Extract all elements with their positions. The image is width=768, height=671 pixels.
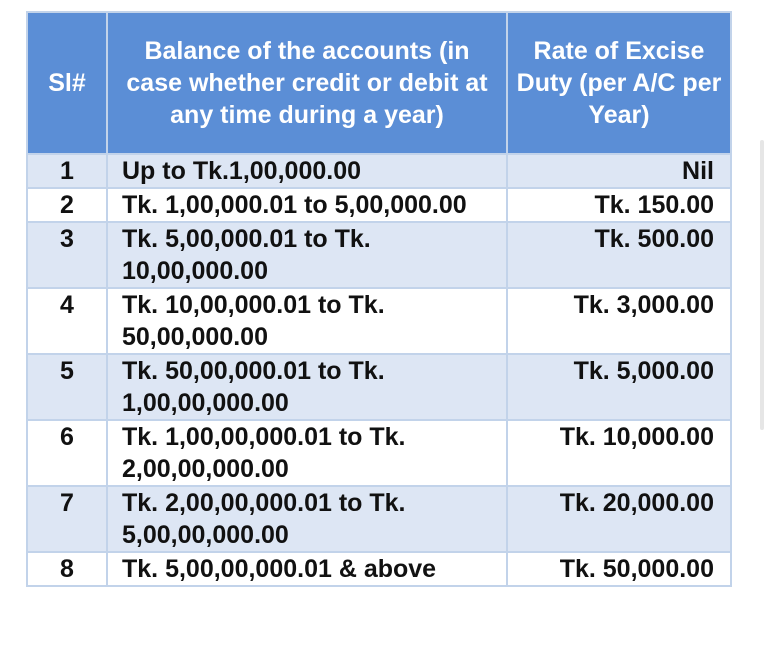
cell-rate: Nil [507,154,731,188]
cell-sl: 6 [27,420,107,486]
cell-rate: Tk. 3,000.00 [507,288,731,354]
header-sl: Sl# [27,12,107,154]
excise-duty-table [26,11,732,587]
cell-balance: Tk. 10,00,000.01 to Tk. 50,00,000.00 [107,288,507,354]
cell-sl: 2 [27,188,107,222]
header-rate: Rate of Excise Duty (per A/C per Year) [507,12,731,154]
table-row [27,486,731,552]
cell-sl: 5 [27,354,107,420]
table-row [27,288,731,354]
cell-balance: Tk. 1,00,000.01 to 5,00,000.00 [107,188,507,222]
cell-sl: 1 [27,154,107,188]
cell-rate: Tk. 10,000.00 [507,420,731,486]
cell-rate: Tk. 20,000.00 [507,486,731,552]
header-balance: Balance of the accounts (in case whether credit or debit at any time during a year) [107,12,507,154]
table-header-row [27,12,731,154]
cell-rate: Tk. 500.00 [507,222,731,288]
cell-balance: Tk. 5,00,000.01 to Tk. 10,00,000.00 [107,222,507,288]
table-row [27,188,731,222]
cell-balance: Tk. 1,00,00,000.01 to Tk. 2,00,00,000.00 [107,420,507,486]
cell-sl: 3 [27,222,107,288]
table-row [27,154,731,188]
cell-rate: Tk. 150.00 [507,188,731,222]
cell-sl: 7 [27,486,107,552]
table-row [27,354,731,420]
cell-balance: Tk. 2,00,00,000.01 to Tk. 5,00,00,000.00 [107,486,507,552]
cell-balance: Up to Tk.1,00,000.00 [107,154,507,188]
cell-rate: Tk. 50,000.00 [507,552,731,586]
cell-balance: Tk. 50,00,000.01 to Tk. 1,00,00,000.00 [107,354,507,420]
cell-sl: 4 [27,288,107,354]
table-row [27,552,731,586]
table-row [27,420,731,486]
cell-balance: Tk. 5,00,00,000.01 & above [107,552,507,586]
excise-duty-table-container [26,11,730,587]
cell-sl: 8 [27,552,107,586]
cell-rate: Tk. 5,000.00 [507,354,731,420]
table-row [27,222,731,288]
scrollbar-edge[interactable] [760,140,764,430]
